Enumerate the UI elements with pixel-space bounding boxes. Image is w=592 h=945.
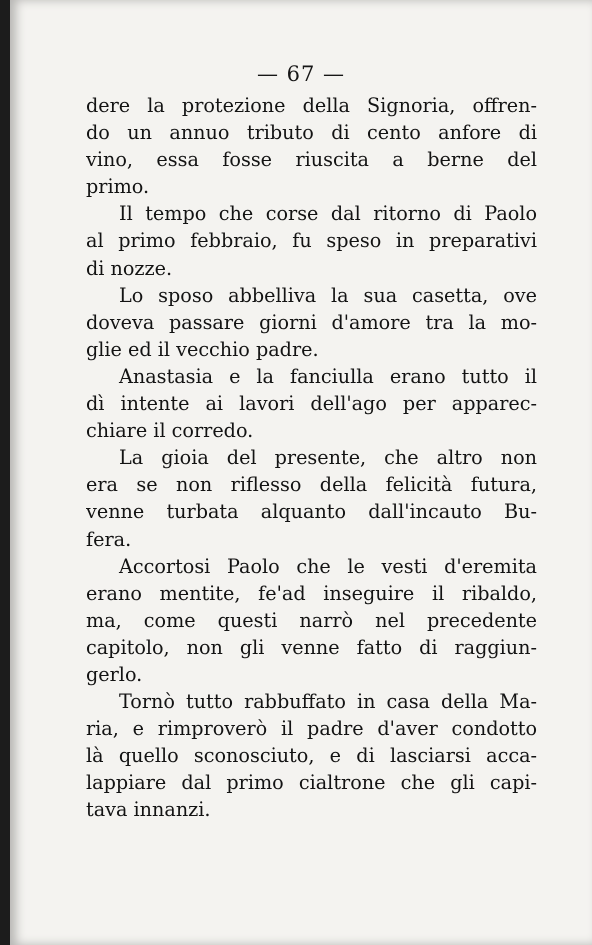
text-line: là quello sconosciuto, e di lasciarsi acca- (86, 744, 537, 768)
book-page (10, 0, 592, 945)
text-line: doveva passare giorni d'amore tra la mo- (86, 310, 537, 334)
text-line: do un annuo tributo di cento anfore di (86, 121, 537, 145)
text-line: venne turbata alquanto dall'incauto Bu- (86, 500, 537, 524)
text-line: glie ed il vecchio padre. (86, 337, 319, 361)
text-line: chiare il corredo. (86, 419, 254, 443)
text-line: gerlo. (86, 662, 143, 686)
text-line: lappiare dal primo cialtrone che gli capi- (86, 771, 537, 795)
text-line: Tornò tutto rabbuffato in casa della Ma- (119, 690, 537, 714)
text-line: primo. (86, 175, 150, 199)
page-number: — 67 — (256, 62, 346, 86)
text-line: fera. (86, 527, 132, 551)
text-line: tava innanzi. (86, 798, 211, 822)
page-body-text (86, 92, 537, 824)
text-line: Lo sposo abbelliva la sua casetta, ove (119, 283, 537, 307)
text-line: vino, essa fosse riuscita a berne del (86, 148, 537, 172)
text-line: La gioia del presente, che altro non (119, 446, 537, 470)
text-line: dere la protezione della Signoria, offren- (86, 94, 537, 117)
text-line: al primo febbraio, fu speso in preparativi (86, 229, 537, 253)
text-line: ma, come questi narrò nel precedente (86, 608, 537, 632)
text-line: era se non riflesso della felicità futura, (86, 473, 537, 497)
text-line: dì intente ai lavori dell'ago per apparec- (86, 392, 537, 416)
text-line: erano mentite, fe'ad inseguire il ribaldo, (86, 581, 537, 605)
text-line: Anastasia e la fanciulla erano tutto il (119, 364, 537, 388)
text-line: di nozze. (86, 256, 173, 280)
text-line: capitolo, non gli venne fatto di raggiun- (86, 635, 537, 659)
text-line: ria, e rimproverò il padre d'aver condotto (86, 717, 537, 741)
text-line: Accortosi Paolo che le vesti d'eremita (119, 554, 537, 578)
text-line: Il tempo che corse dal ritorno di Paolo (119, 202, 537, 226)
